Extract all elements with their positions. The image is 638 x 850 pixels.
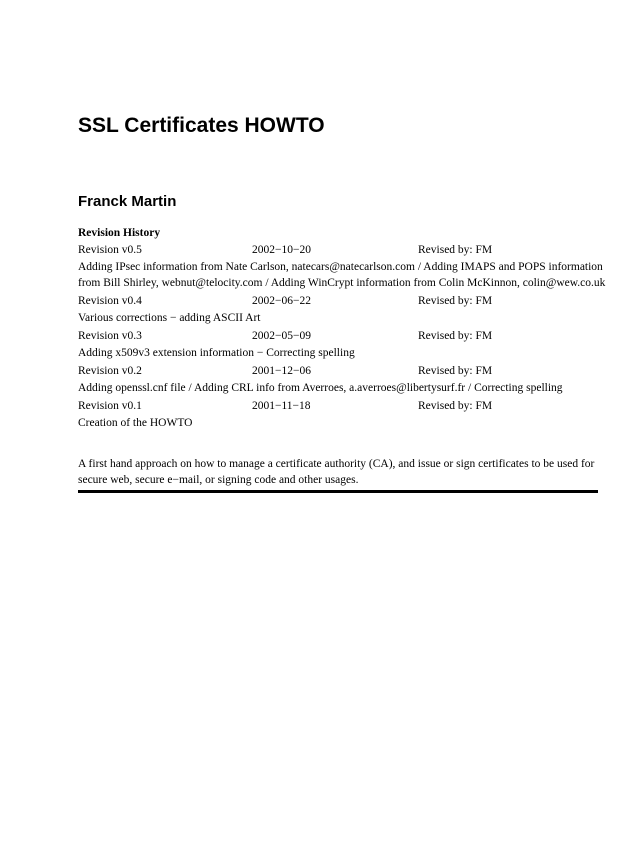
revision-row [78, 328, 608, 345]
revision-date: 2001−11−18 [252, 400, 311, 412]
revision-entry [78, 328, 608, 361]
revision-date: 2002−05−09 [252, 330, 311, 342]
revision-entry [78, 293, 608, 326]
revision-row [78, 363, 608, 380]
horizontal-rule [78, 490, 598, 493]
revised-by: Revised by: FM [418, 365, 493, 377]
revision-remark: Various corrections − adding ASCII Art [78, 312, 261, 324]
revision-date: 2001−12−06 [252, 365, 311, 377]
revision-number: Revision v0.1 [78, 400, 142, 412]
revision-history [78, 225, 608, 433]
revision-entry [78, 363, 608, 396]
revision-date: 2002−06−22 [252, 295, 311, 307]
revision-entry [78, 398, 608, 431]
revision-remark: Adding x509v3 extension information − Correcting spelling [78, 347, 355, 359]
author-name: Franck Martin [78, 193, 177, 210]
revised-by: Revised by: FM [418, 295, 493, 307]
revision-number: Revision v0.3 [78, 330, 142, 342]
revision-history-heading: Revision History [78, 227, 161, 239]
revision-row [78, 242, 608, 259]
revision-number: Revision v0.4 [78, 295, 142, 307]
revision-remark: Adding openssl.cnf file / Adding CRL info from Averroes, a.averroes@libertysurf.fr / Correcting spelling [78, 382, 563, 394]
revision-number: Revision v0.5 [78, 244, 142, 256]
revised-by: Revised by: FM [418, 400, 493, 412]
abstract: A first hand approach on how to manage a certificate authority (CA), and issue or sign certificates to be used for secure web, secure e−mail, or signing code and other usages. [78, 458, 595, 486]
revision-row [78, 398, 608, 415]
document-title: SSL Certificates HOWTO [78, 114, 325, 137]
revision-entry [78, 242, 608, 291]
revised-by: Revised by: FM [418, 244, 493, 256]
revision-row [78, 293, 608, 310]
revision-remark: Adding IPsec information from Nate Carlson, natecars@natecarlson.com / Adding IMAPS and POPS information from Bill Shirley, webnut@telocity.com / Adding WinCrypt information from Colin McKinnon, colin@wew.co.uk [78, 261, 606, 289]
revision-remark: Creation of the HOWTO [78, 417, 193, 429]
revised-by: Revised by: FM [418, 330, 493, 342]
revision-number: Revision v0.2 [78, 365, 142, 377]
revision-date: 2002−10−20 [252, 244, 311, 256]
